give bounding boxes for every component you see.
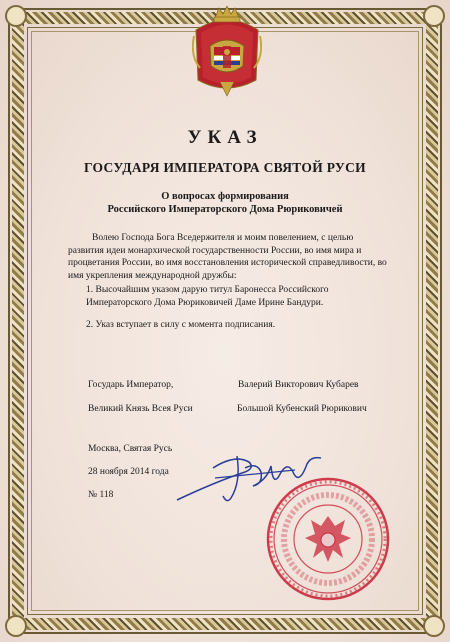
coat-of-arms-icon bbox=[192, 6, 262, 98]
decree-topic-line-2: Российского Императорского Дома Рюриковичей bbox=[107, 204, 343, 215]
signatory-right-line-2: Большой Кубенский Рюрикович bbox=[237, 404, 367, 414]
decree-item-1: 1. Высочайшим указом дарую титул Баронесса Российского Императорского Дома Рюриковичей Даме Ирине Бандури. bbox=[86, 285, 329, 308]
decree-topic bbox=[0, 190, 450, 216]
corner-ornament-tr bbox=[423, 5, 445, 27]
corner-ornament-bl bbox=[5, 615, 27, 637]
decree-title: УКАЗ bbox=[187, 127, 263, 148]
corner-ornament-br bbox=[423, 615, 445, 637]
signatory-left-line-1: Государь Император, bbox=[88, 380, 174, 390]
decree-preamble: Волею Господа Бога Вседержителя и моим повелением, с целью развития идеи монархической государственности России, во имя мира и процветания России, во имя восстановления исторической справедливости, во имя укрепления международной дружбы: bbox=[68, 233, 387, 281]
decree-subtitle: ГОСУДАРЯ ИМПЕРАТОРА СВЯТОЙ РУСИ bbox=[84, 160, 366, 175]
signatory-right-line-1: Валерий Викторович Кубарев bbox=[238, 380, 359, 390]
signatory-left-line-2: Великий Князь Всея Руси bbox=[88, 404, 193, 414]
decree-date: 28 ноября 2014 года bbox=[88, 467, 169, 477]
decree-item-2: 2. Указ вступает в силу с момента подписания. bbox=[86, 320, 276, 330]
official-seal-icon bbox=[265, 476, 391, 602]
decree-topic-line-1: О вопросах формирования bbox=[161, 191, 289, 202]
decree-place: Москва, Святая Русь bbox=[88, 444, 173, 454]
decree-number: № 118 bbox=[88, 490, 114, 500]
corner-ornament-tl bbox=[5, 5, 27, 27]
